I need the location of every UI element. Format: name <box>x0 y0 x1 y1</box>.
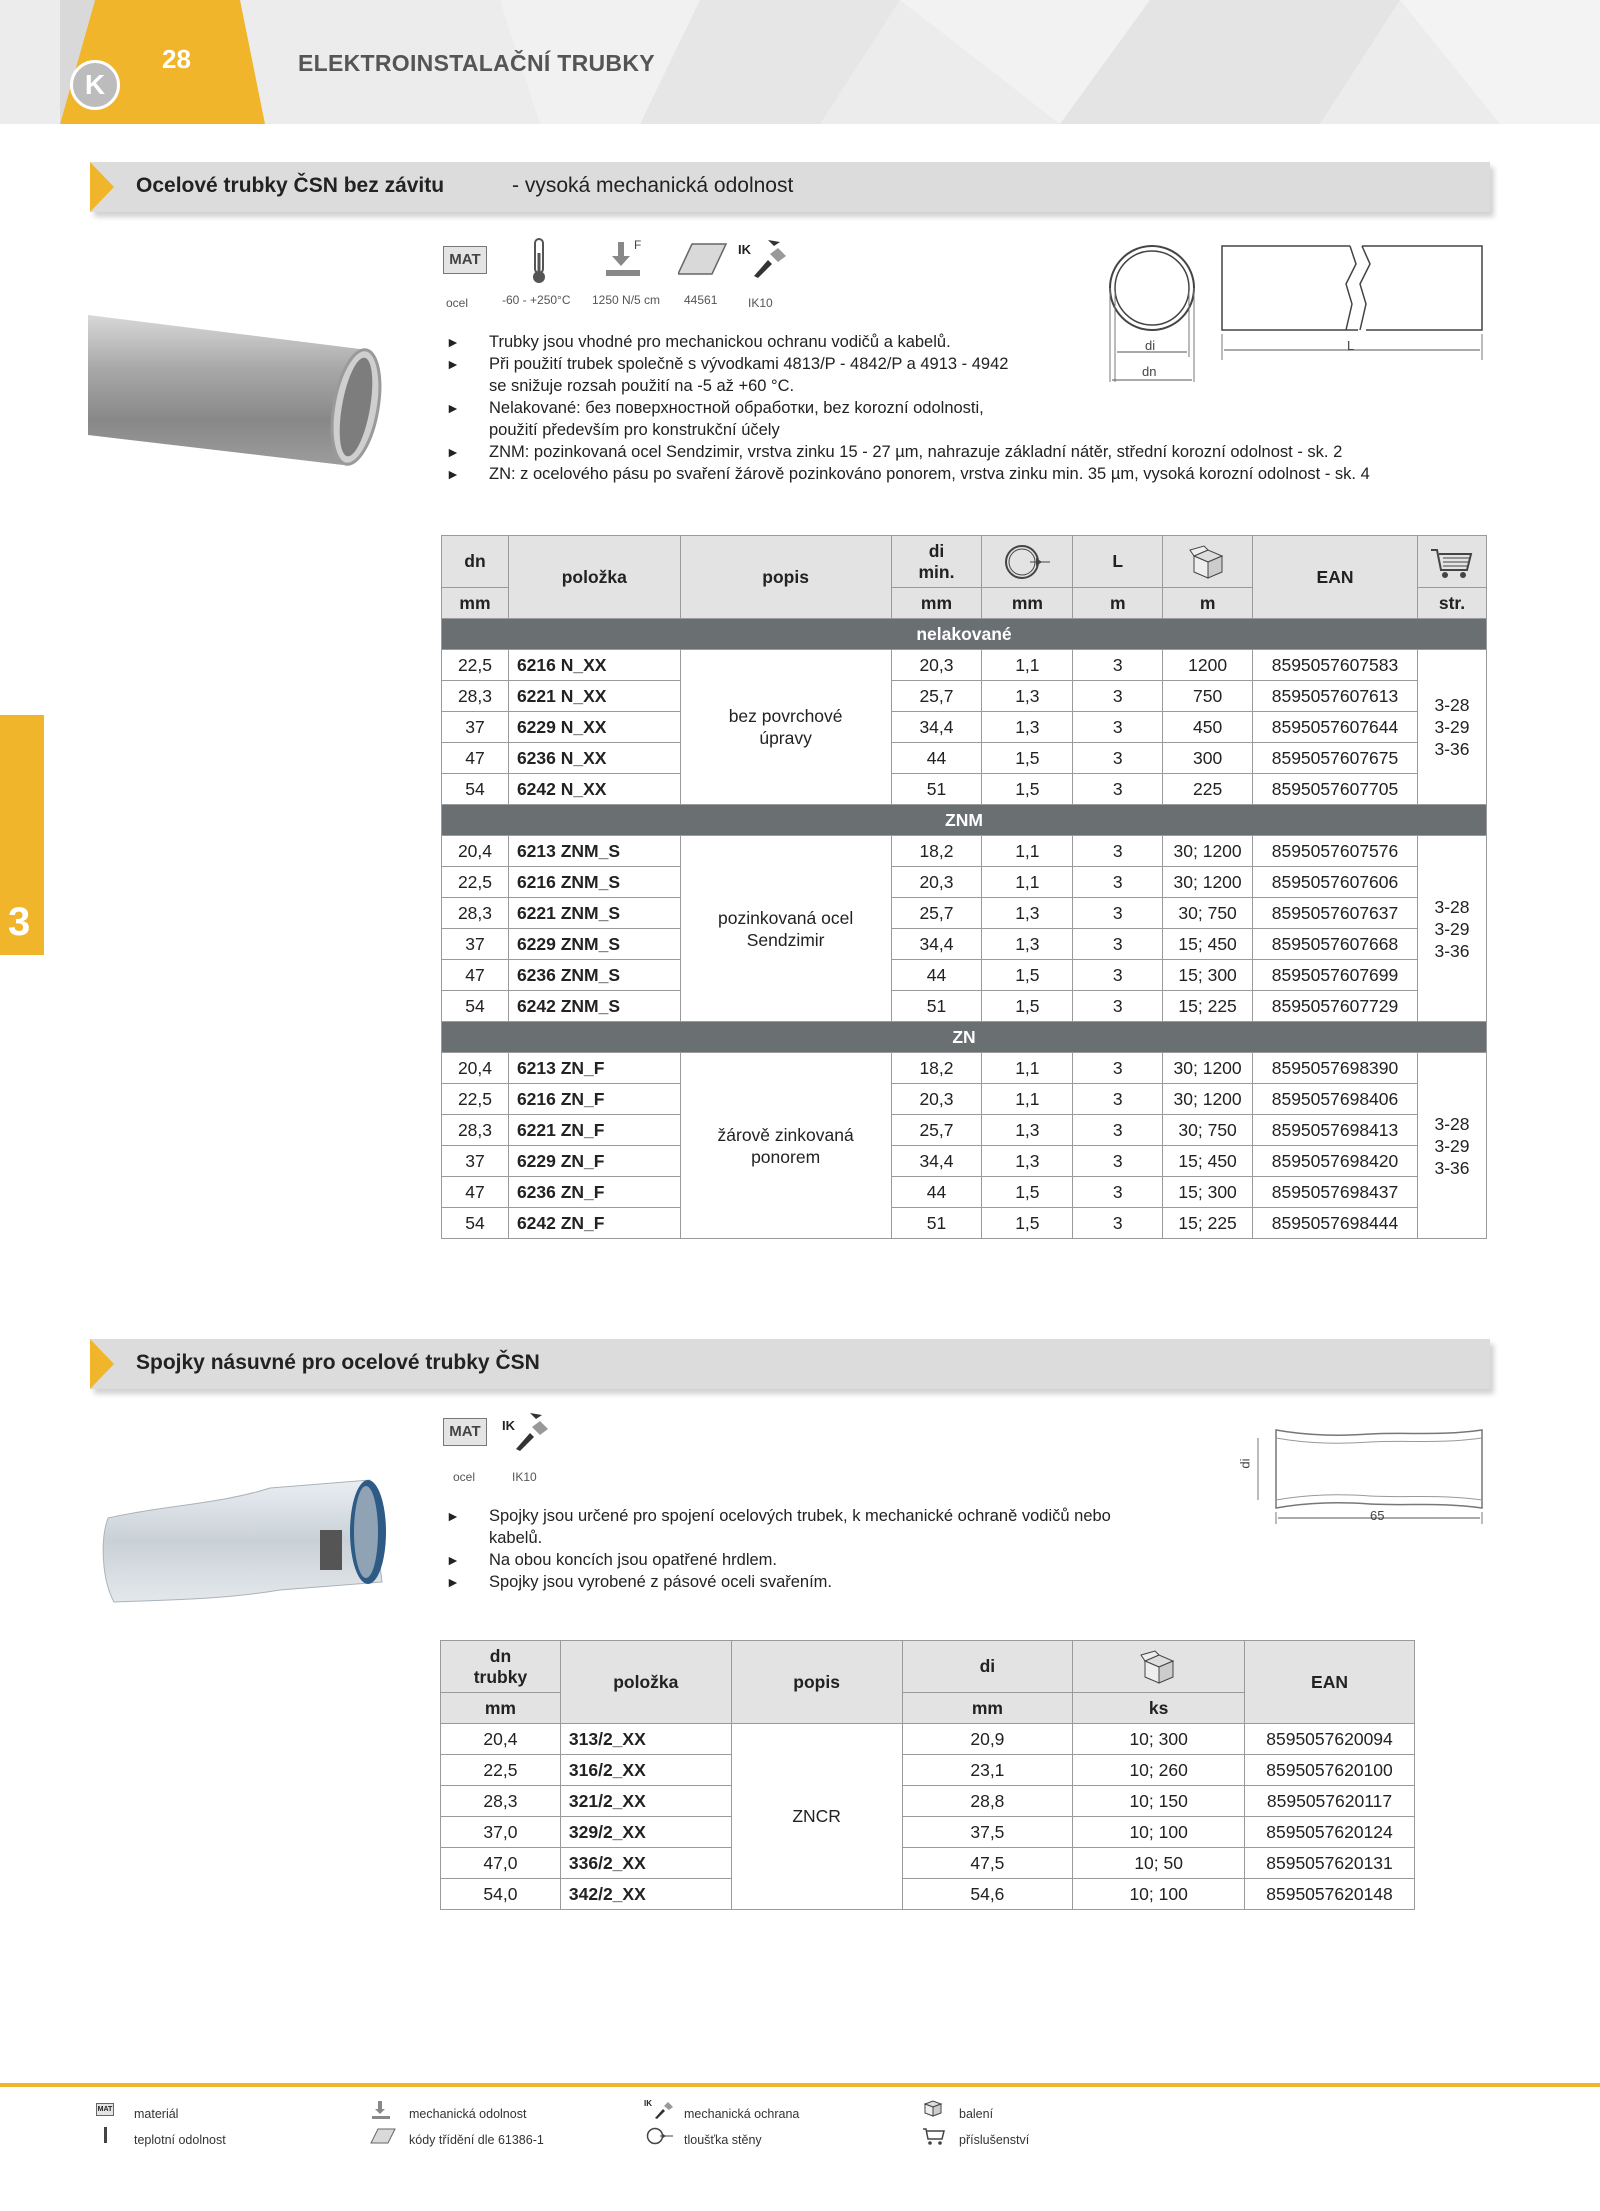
col-header-ean: EAN <box>1245 1641 1415 1724</box>
col-header-ean: EAN <box>1253 536 1418 619</box>
cell-packaging: 30; 1200 <box>1163 1084 1253 1115</box>
wall-thickness-icon <box>1002 544 1052 580</box>
cell-length: 3 <box>1073 929 1163 960</box>
cell-polozka: 6229 ZN_F <box>508 1146 680 1177</box>
cell-packaging: 15; 450 <box>1163 1146 1253 1177</box>
cell-ean: 8595057698406 <box>1253 1084 1418 1115</box>
cell-popis: bez povrchové úpravy <box>680 650 891 805</box>
force-label: F <box>634 238 642 252</box>
cell-polozka: 6213 ZN_F <box>508 1053 680 1084</box>
legend-classification-icon <box>370 2128 396 2144</box>
cell-ean: 8595057607583 <box>1253 650 1418 681</box>
cell-popis: pozinkovaná ocel Sendzimir <box>680 836 891 1022</box>
diagram-length-label: 65 <box>1370 1508 1385 1523</box>
cell-ean: 8595057698413 <box>1253 1115 1418 1146</box>
cell-di: 20,3 <box>891 1084 982 1115</box>
unit-m: m <box>1163 588 1253 619</box>
cell-di: 23,1 <box>902 1755 1073 1786</box>
col-header-L: L <box>1073 536 1163 588</box>
logo-letter: K <box>84 69 106 100</box>
diagram-L-label: L <box>1347 338 1355 353</box>
legend-material-icon: MAT <box>96 2103 114 2116</box>
cell-ean: 8595057607668 <box>1253 929 1418 960</box>
cell-length: 3 <box>1073 774 1163 805</box>
class-caption: 44561 <box>684 293 718 307</box>
table-row <box>442 743 1487 774</box>
cell-wall: 1,1 <box>982 1053 1073 1084</box>
table-row <box>442 960 1487 991</box>
legend-accessories-label: příslušenství <box>959 2133 1030 2147</box>
trubky-label: trubky <box>473 1666 528 1687</box>
cell-di: 20,3 <box>891 867 982 898</box>
cell-wall: 1,3 <box>982 898 1073 929</box>
bullet-item: ► Na obou koncích jsou opatřené hrdlem. <box>446 1549 1266 1571</box>
cell-di: 25,7 <box>891 898 982 929</box>
cell-polozka: 6236 ZN_F <box>508 1177 680 1208</box>
table-row <box>442 650 1487 681</box>
table-row <box>442 1084 1487 1115</box>
table-row <box>442 867 1487 898</box>
cell-ean: 8595057698390 <box>1253 1053 1418 1084</box>
bullet-item: ► Nelakované: без поверхностной обработки, bez korozní odolnosti, <box>446 397 1506 419</box>
cell-ean: 8595057607606 <box>1253 867 1418 898</box>
table-row <box>441 1817 1415 1848</box>
group-header-row <box>442 1022 1487 1053</box>
company-logo <box>70 60 120 110</box>
cell-dn: 20,4 <box>442 1053 509 1084</box>
cell-dn: 28,3 <box>442 1115 509 1146</box>
cell-packaging: 15; 225 <box>1163 991 1253 1022</box>
ik-caption: IK10 <box>512 1470 537 1484</box>
cell-packaging: 30; 750 <box>1163 898 1253 929</box>
col-header-polozka: položka <box>508 536 680 619</box>
cell-wall: 1,5 <box>982 1208 1073 1239</box>
cell-dn: 37 <box>442 712 509 743</box>
cell-dn: 28,3 <box>442 681 509 712</box>
col-header-packaging <box>1073 1641 1245 1693</box>
box-packaging-icon <box>1139 1649 1179 1685</box>
cell-str: 3-28 3-29 3-36 <box>1417 650 1486 805</box>
cell-length: 3 <box>1073 650 1163 681</box>
diagram-di-label: di <box>1237 1458 1253 1469</box>
cell-length: 3 <box>1073 867 1163 898</box>
cell-wall: 1,5 <box>982 960 1073 991</box>
bullet-item: ► Spojky jsou určené pro spojení ocelových trubek, k mechanické ochraně vodičů nebo <box>446 1505 1266 1527</box>
cell-dn: 54 <box>442 991 509 1022</box>
cell-ean: 8595057620117 <box>1245 1786 1415 1817</box>
cell-packaging: 30; 1200 <box>1163 836 1253 867</box>
cell-length: 3 <box>1073 991 1163 1022</box>
force-caption: 1250 N/5 cm <box>592 293 661 307</box>
col-header-wall-thickness <box>982 536 1073 588</box>
cell-di: 20,3 <box>891 650 982 681</box>
cell-ean: 8595057607705 <box>1253 774 1418 805</box>
material-icon: MAT <box>443 246 487 274</box>
cell-polozka: 6216 ZN_F <box>508 1084 680 1115</box>
cell-ean: 8595057607613 <box>1253 681 1418 712</box>
table-row <box>442 1053 1487 1084</box>
cell-packaging: 15; 300 <box>1163 960 1253 991</box>
cell-packaging: 10; 150 <box>1073 1786 1245 1817</box>
steel-pipe-image <box>88 300 388 470</box>
cell-packaging: 10; 260 <box>1073 1755 1245 1786</box>
cell-packaging: 750 <box>1163 681 1253 712</box>
legend-wall-thickness-label: tloušťka stěny <box>684 2133 762 2147</box>
cell-wall: 1,1 <box>982 867 1073 898</box>
group-name: nelakované <box>442 619 1487 650</box>
cell-ean: 8595057698444 <box>1253 1208 1418 1239</box>
cell-di: 34,4 <box>891 712 982 743</box>
cell-length: 3 <box>1073 1115 1163 1146</box>
cell-dn: 37,0 <box>441 1817 561 1848</box>
thermometer-icon <box>527 237 551 285</box>
cell-polozka: 342/2_XX <box>560 1879 731 1910</box>
cell-di: 37,5 <box>902 1817 1073 1848</box>
cell-ean: 8595057620124 <box>1245 1817 1415 1848</box>
table-row <box>442 1115 1487 1146</box>
cell-wall: 1,3 <box>982 712 1073 743</box>
unit-mm: mm <box>902 1693 1073 1724</box>
table-row <box>441 1755 1415 1786</box>
cell-di: 20,9 <box>902 1724 1073 1755</box>
bullet-item: ► Při použití trubek společně s vývodkami 4813/P - 4842/P a 4913 - 4942 <box>446 353 1506 375</box>
table-row <box>442 991 1487 1022</box>
cell-polozka: 6236 ZNM_S <box>508 960 680 991</box>
unit-str: str. <box>1417 588 1486 619</box>
cell-ean: 8595057620094 <box>1245 1724 1415 1755</box>
cell-polozka: 313/2_XX <box>560 1724 731 1755</box>
cell-dn: 22,5 <box>442 650 509 681</box>
cell-polozka: 6221 ZN_F <box>508 1115 680 1146</box>
cell-ean: 8595057620100 <box>1245 1755 1415 1786</box>
unit-mm: mm <box>441 1693 561 1724</box>
cell-length: 3 <box>1073 1177 1163 1208</box>
dn-label: dn <box>489 1645 512 1666</box>
cell-dn: 22,5 <box>441 1755 561 1786</box>
cell-di: 28,8 <box>902 1786 1073 1817</box>
cell-dn: 20,4 <box>441 1724 561 1755</box>
col-header-dn: dn <box>442 536 509 588</box>
cell-di: 25,7 <box>891 1115 982 1146</box>
cell-polozka: 6242 ZN_F <box>508 1208 680 1239</box>
legend-force-icon <box>370 2100 392 2120</box>
cell-packaging: 225 <box>1163 774 1253 805</box>
bullet-item: ► ZN: z ocelového pásu po svaření žárově pozinkováno ponorem, vrstva zinku min. 35 µm, vysoká korozní odolnost - sk. 4 <box>446 463 1506 485</box>
bullet-continuation: použití především pro konstrukční účely <box>489 421 780 439</box>
cell-packaging: 10; 50 <box>1073 1848 1245 1879</box>
cell-polozka: 6229 ZNM_S <box>508 929 680 960</box>
bullet-continuation: kabelů. <box>489 1529 543 1547</box>
legend-packaging-icon <box>922 2098 944 2118</box>
cell-wall: 1,1 <box>982 836 1073 867</box>
cell-di: 34,4 <box>891 1146 982 1177</box>
cell-wall: 1,3 <box>982 929 1073 960</box>
cell-dn: 37 <box>442 1146 509 1177</box>
cell-dn: 28,3 <box>442 898 509 929</box>
shopping-cart-icon <box>1429 544 1475 580</box>
cell-polozka: 6229 N_XX <box>508 712 680 743</box>
col-header-polozka: položka <box>560 1641 731 1724</box>
cell-dn: 54 <box>442 1208 509 1239</box>
col-header-popis: popis <box>731 1641 902 1724</box>
cell-popis: žárově zinkovaná ponorem <box>680 1053 891 1239</box>
unit-ks: ks <box>1073 1693 1245 1724</box>
cell-dn: 47 <box>442 1177 509 1208</box>
box-packaging-icon <box>1188 544 1228 580</box>
cell-ean: 8595057607699 <box>1253 960 1418 991</box>
cell-dn: 28,3 <box>441 1786 561 1817</box>
cell-di: 18,2 <box>891 836 982 867</box>
cell-packaging: 450 <box>1163 712 1253 743</box>
table-row <box>442 836 1487 867</box>
cell-wall: 1,5 <box>982 1177 1073 1208</box>
section2-title-bar <box>90 1339 1490 1389</box>
cell-packaging: 300 <box>1163 743 1253 774</box>
ik-label: IK <box>738 242 751 257</box>
table-row <box>442 774 1487 805</box>
cell-length: 3 <box>1073 836 1163 867</box>
cell-length: 3 <box>1073 1084 1163 1115</box>
cell-dn: 54 <box>442 774 509 805</box>
table-row <box>442 929 1487 960</box>
couplers-table-body <box>441 1724 1415 1910</box>
bullet-item: ► Spojky jsou vyrobené z pásové oceli svařením. <box>446 1571 1266 1593</box>
ik-caption: IK10 <box>748 296 773 310</box>
legend-thermometer-icon <box>104 2127 107 2143</box>
unit-m: m <box>1073 588 1163 619</box>
header-title: ELEKTROINSTALAČNÍ TRUBKY <box>298 50 655 76</box>
cell-length: 3 <box>1073 1053 1163 1084</box>
table-row <box>442 681 1487 712</box>
couplers-table <box>440 1640 1415 1910</box>
cell-dn: 47 <box>442 960 509 991</box>
legend-hammer-icon <box>652 2098 674 2120</box>
cell-polozka: 6221 N_XX <box>508 681 680 712</box>
cell-wall: 1,1 <box>982 1084 1073 1115</box>
section1-bullet-list <box>446 331 1506 485</box>
legend-mechanical-protection-label: mechanická ochrana <box>684 2107 800 2121</box>
cell-ean: 8595057698437 <box>1253 1177 1418 1208</box>
impact-hammer-icon <box>510 1413 550 1453</box>
min-label: min. <box>918 561 955 582</box>
cell-wall: 1,5 <box>982 991 1073 1022</box>
cell-str: 3-28 3-29 3-36 <box>1417 836 1486 1022</box>
table-row <box>442 1177 1487 1208</box>
cell-str: 3-28 3-29 3-36 <box>1417 1053 1486 1239</box>
cell-wall: 1,5 <box>982 743 1073 774</box>
cell-polozka: 6216 N_XX <box>508 650 680 681</box>
legend-wall-thickness-icon <box>646 2127 674 2145</box>
cell-ean: 8595057607729 <box>1253 991 1418 1022</box>
cell-packaging: 15; 300 <box>1163 1177 1253 1208</box>
cell-wall: 1,1 <box>982 650 1073 681</box>
section1-subtitle: - vysoká mechanická odolnost <box>512 174 794 197</box>
legend-divider <box>0 2083 1600 2087</box>
group-name: ZNM <box>442 805 1487 836</box>
cell-dn: 20,4 <box>442 836 509 867</box>
unit-mm: mm <box>982 588 1073 619</box>
bullet-item: ► Trubky jsou vhodné pro mechanickou ochranu vodičů a kabelů. <box>446 331 1506 353</box>
cell-wall: 1,3 <box>982 1115 1073 1146</box>
col-header-popis: popis <box>680 536 891 619</box>
section1-title-bar <box>90 162 1490 212</box>
table-row <box>441 1786 1415 1817</box>
bullet-continuation: se snižuje rozsah použití na -5 až +60 °C. <box>489 377 795 395</box>
cell-packaging: 10; 100 <box>1073 1817 1245 1848</box>
legend-ik-icon: IK <box>644 2099 652 2108</box>
legend-temperature-label: teplotní odolnost <box>134 2133 226 2147</box>
legend-mechanical-resistance-label: mechanická odolnost <box>409 2107 527 2121</box>
col-header-cart <box>1417 536 1486 588</box>
legend-classification-label: kódy třídění dle 61386-1 <box>409 2133 544 2147</box>
table-row <box>441 1879 1415 1910</box>
material-icon: MAT <box>443 1418 487 1446</box>
cell-length: 3 <box>1073 960 1163 991</box>
chapter-number: 3 <box>8 900 31 944</box>
table-row <box>442 898 1487 929</box>
cell-ean: 8595057620131 <box>1245 1848 1415 1879</box>
cell-wall: 1,5 <box>982 774 1073 805</box>
classification-icon <box>678 240 728 278</box>
diagram-dn-label: dn <box>1142 364 1157 379</box>
group-name: ZN <box>442 1022 1487 1053</box>
cell-polozka: 329/2_XX <box>560 1817 731 1848</box>
table-row <box>442 1208 1487 1239</box>
cell-polozka: 6216 ZNM_S <box>508 867 680 898</box>
table-row <box>441 1848 1415 1879</box>
table-row <box>442 712 1487 743</box>
cell-polozka: 321/2_XX <box>560 1786 731 1817</box>
cell-di: 44 <box>891 743 982 774</box>
cell-di: 51 <box>891 991 982 1022</box>
material-caption: ocel <box>453 1470 476 1484</box>
cell-wall: 1,3 <box>982 1146 1073 1177</box>
pipes-table <box>441 535 1487 1239</box>
bullet-item: ► ZNM: pozinkovaná ocel Sendzimir, vrstva zinku 15 - 27 µm, nahrazuje základní nátěr, střední korozní odolnost - sk. 2 <box>446 441 1506 463</box>
cell-packaging: 30; 1200 <box>1163 1053 1253 1084</box>
legend-material-label: materiál <box>134 2107 179 2121</box>
cell-polozka: 6221 ZNM_S <box>508 898 680 929</box>
cell-di: 44 <box>891 960 982 991</box>
col-header-packaging <box>1163 536 1253 588</box>
cell-packaging: 15; 225 <box>1163 1208 1253 1239</box>
cell-dn: 37 <box>442 929 509 960</box>
pipes-table-body <box>442 619 1487 1239</box>
cell-ean: 8595057607576 <box>1253 836 1418 867</box>
unit-mm: mm <box>442 588 509 619</box>
diagram-di-label: di <box>1145 338 1156 353</box>
legend-cart-icon <box>922 2126 946 2146</box>
section1-arrow-icon <box>90 162 114 212</box>
cell-length: 3 <box>1073 743 1163 774</box>
cell-di: 34,4 <box>891 929 982 960</box>
section2-bullet-list <box>446 1505 1266 1593</box>
table-row <box>442 1146 1487 1177</box>
di-label: di <box>928 540 945 561</box>
table-row <box>441 1724 1415 1755</box>
group-header-row <box>442 619 1487 650</box>
cell-length: 3 <box>1073 1208 1163 1239</box>
cell-di: 25,7 <box>891 681 982 712</box>
legend-packaging-label: balení <box>959 2107 994 2121</box>
cell-ean: 8595057698420 <box>1253 1146 1418 1177</box>
cell-di: 51 <box>891 1208 982 1239</box>
cell-di: 51 <box>891 774 982 805</box>
cell-packaging: 1200 <box>1163 650 1253 681</box>
header-accent-shape <box>0 0 270 124</box>
page-number: 28 <box>162 44 191 74</box>
col-header-di <box>891 536 982 588</box>
cell-polozka: 6242 ZNM_S <box>508 991 680 1022</box>
cell-popis: ZNCR <box>731 1724 902 1910</box>
material-caption: ocel <box>446 296 469 310</box>
cell-packaging: 15; 450 <box>1163 929 1253 960</box>
cell-length: 3 <box>1073 1146 1163 1177</box>
cell-di: 54,6 <box>902 1879 1073 1910</box>
section1-title: Ocelové trubky ČSN bez závitu <box>136 174 445 197</box>
cell-packaging: 30; 1200 <box>1163 867 1253 898</box>
temperature-caption: -60 - +250°C <box>502 293 571 307</box>
cell-dn: 47,0 <box>441 1848 561 1879</box>
cell-ean: 8595057607644 <box>1253 712 1418 743</box>
cell-di: 44 <box>891 1177 982 1208</box>
ik-label: IK <box>502 1418 515 1433</box>
cell-ean: 8595057620148 <box>1245 1879 1415 1910</box>
cell-length: 3 <box>1073 712 1163 743</box>
cell-polozka: 6236 N_XX <box>508 743 680 774</box>
group-header-row <box>442 805 1487 836</box>
impact-hammer-icon <box>748 240 788 280</box>
cell-polozka: 316/2_XX <box>560 1755 731 1786</box>
coupler-image <box>100 1470 390 1620</box>
cell-polozka: 336/2_XX <box>560 1848 731 1879</box>
section2-title: Spojky násuvné pro ocelové trubky ČSN <box>136 1351 540 1374</box>
col-header-dn-trubky <box>441 1641 561 1693</box>
col-header-di: di <box>902 1641 1073 1693</box>
cell-packaging: 10; 100 <box>1073 1879 1245 1910</box>
cell-di: 47,5 <box>902 1848 1073 1879</box>
section2-arrow-icon <box>90 1339 114 1389</box>
cell-dn: 54,0 <box>441 1879 561 1910</box>
cell-wall: 1,3 <box>982 681 1073 712</box>
cell-length: 3 <box>1073 681 1163 712</box>
cell-packaging: 30; 750 <box>1163 1115 1253 1146</box>
cell-di: 18,2 <box>891 1053 982 1084</box>
cell-ean: 8595057607637 <box>1253 898 1418 929</box>
cell-dn: 22,5 <box>442 867 509 898</box>
cell-polozka: 6213 ZNM_S <box>508 836 680 867</box>
cell-dn: 47 <box>442 743 509 774</box>
cell-dn: 22,5 <box>442 1084 509 1115</box>
cell-length: 3 <box>1073 898 1163 929</box>
page-header <box>0 0 1600 124</box>
cell-polozka: 6242 N_XX <box>508 774 680 805</box>
unit-mm: mm <box>891 588 982 619</box>
cell-ean: 8595057607675 <box>1253 743 1418 774</box>
cell-packaging: 10; 300 <box>1073 1724 1245 1755</box>
